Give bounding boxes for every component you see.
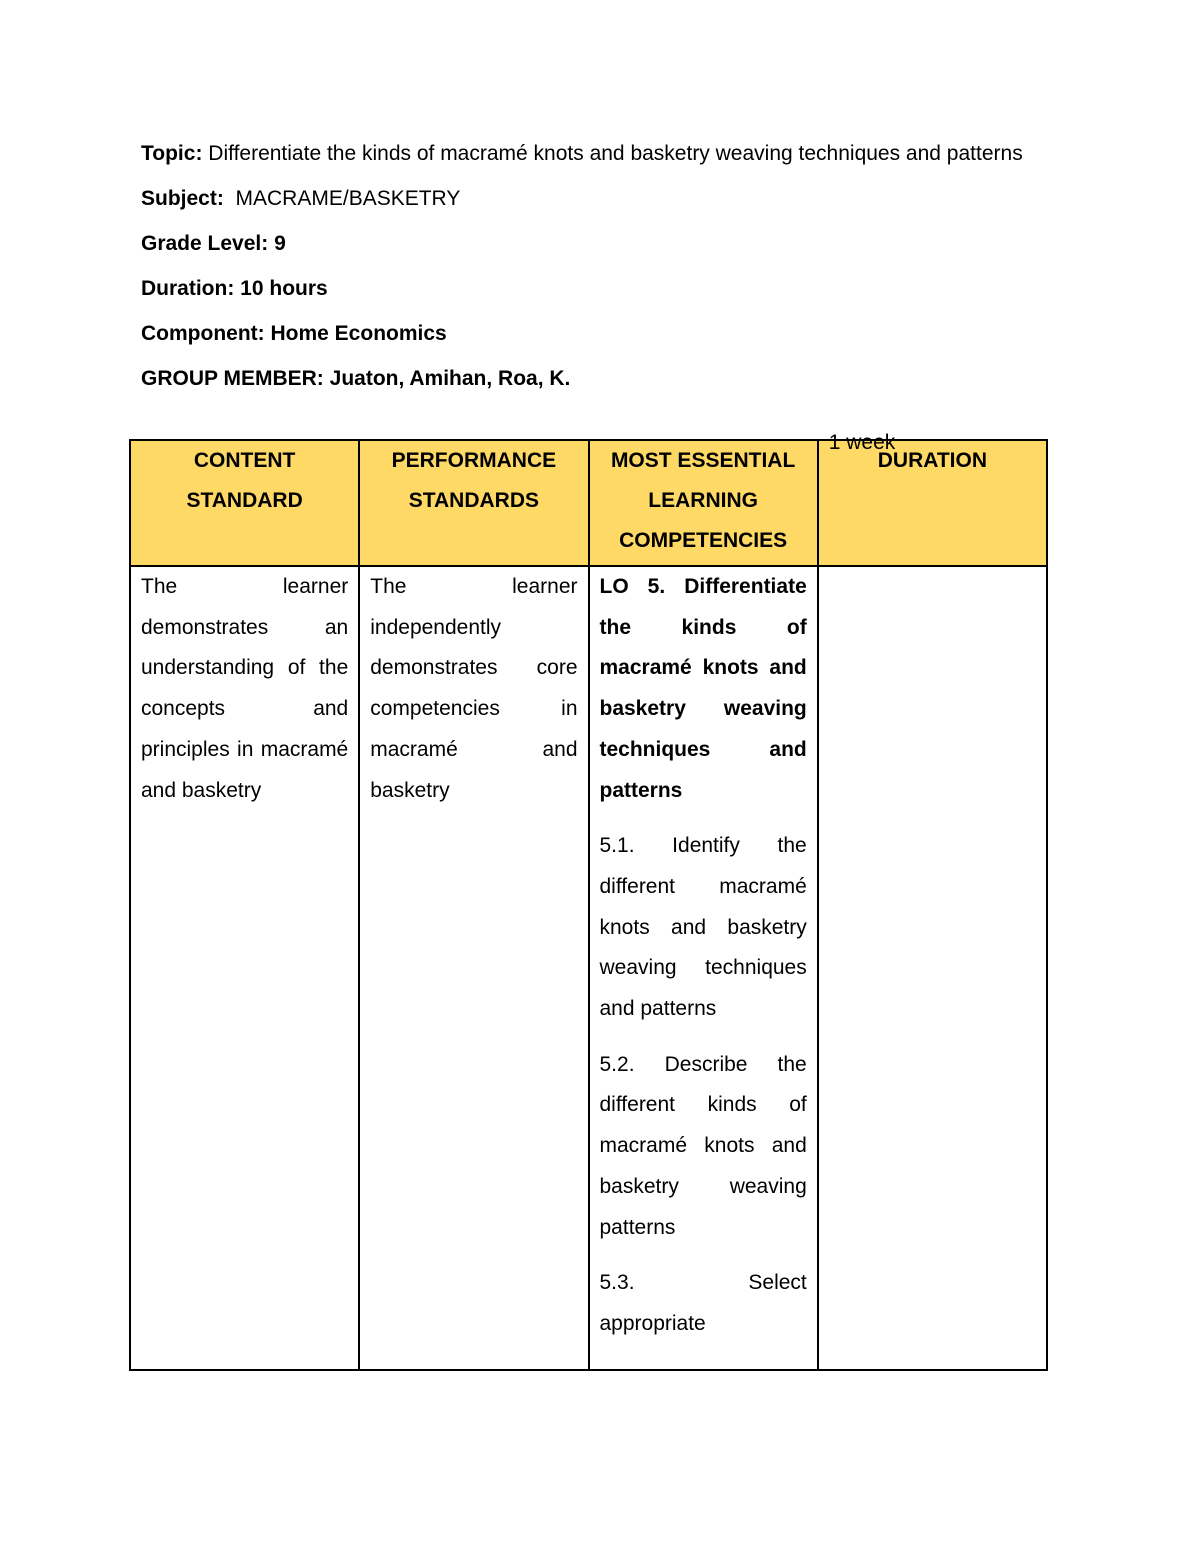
header-performance-standards	[359, 440, 588, 566]
component-line	[141, 320, 1051, 348]
header-melc-line1: MOST ESSENTIAL	[610, 449, 796, 472]
header-duration-label: DURATION	[877, 449, 987, 472]
duration-value: 1 week	[828, 431, 896, 454]
component-value: Home Economics	[270, 322, 447, 345]
header-content-line2: STANDARD	[186, 489, 303, 512]
content-standard-cell: The learner demonstrates an understanding of the concepts and principles in macramé and basketry	[130, 566, 359, 1370]
document-header	[141, 140, 1051, 410]
subject-line	[141, 185, 1051, 213]
duration-value: 10 hours	[240, 277, 328, 300]
grade-label: Grade Level:	[141, 232, 269, 255]
curriculum-table	[129, 431, 1048, 1371]
group-member-line	[141, 365, 1051, 393]
subject-label: Subject:	[141, 187, 224, 210]
performance-standard-cell: The learner independently demonstrates core competencies in macramé and basketry	[359, 566, 588, 1370]
header-melc-line2: LEARNING	[648, 489, 758, 512]
header-melc	[589, 440, 818, 566]
lo-title: LO 5. Differentiate the kinds of macramé knots and basketry weaving techniques and patterns	[599, 575, 807, 802]
group-label: GROUP MEMBER:	[141, 367, 324, 390]
duration-line	[141, 275, 1051, 303]
subject-value: MACRAME/BASKETRY	[235, 187, 461, 210]
topic-label: Topic:	[141, 142, 203, 165]
header-melc-line3: COMPETENCIES	[619, 529, 788, 552]
grade-level-line	[141, 230, 1051, 258]
topic-line	[141, 140, 1051, 168]
table-row	[130, 566, 1047, 1370]
competency-item: 5.1. Identify the different macramé knots and basketry weaving techniques and patterns	[599, 834, 807, 1021]
competency-item: 5.3. Select appropriate	[599, 1271, 807, 1335]
topic-value: Differentiate the kinds of macramé knots and basketry weaving techniques and patterns	[208, 142, 1023, 165]
group-value: Juaton, Amihan, Roa, K.	[329, 367, 571, 390]
header-performance-line2: STANDARDS	[408, 489, 540, 512]
grade-value: 9	[274, 232, 286, 255]
header-performance-line1: PERFORMANCE	[391, 449, 557, 472]
competencies-cell	[589, 566, 818, 1370]
header-content-standard	[130, 440, 359, 566]
table-header-row	[130, 440, 1047, 566]
component-label: Component:	[141, 322, 265, 345]
duration-label: Duration:	[141, 277, 235, 300]
header-content-line1: CONTENT	[193, 449, 296, 472]
competency-item: 5.2. Describe the different kinds of macramé knots and basketry weaving patterns	[599, 1052, 807, 1239]
